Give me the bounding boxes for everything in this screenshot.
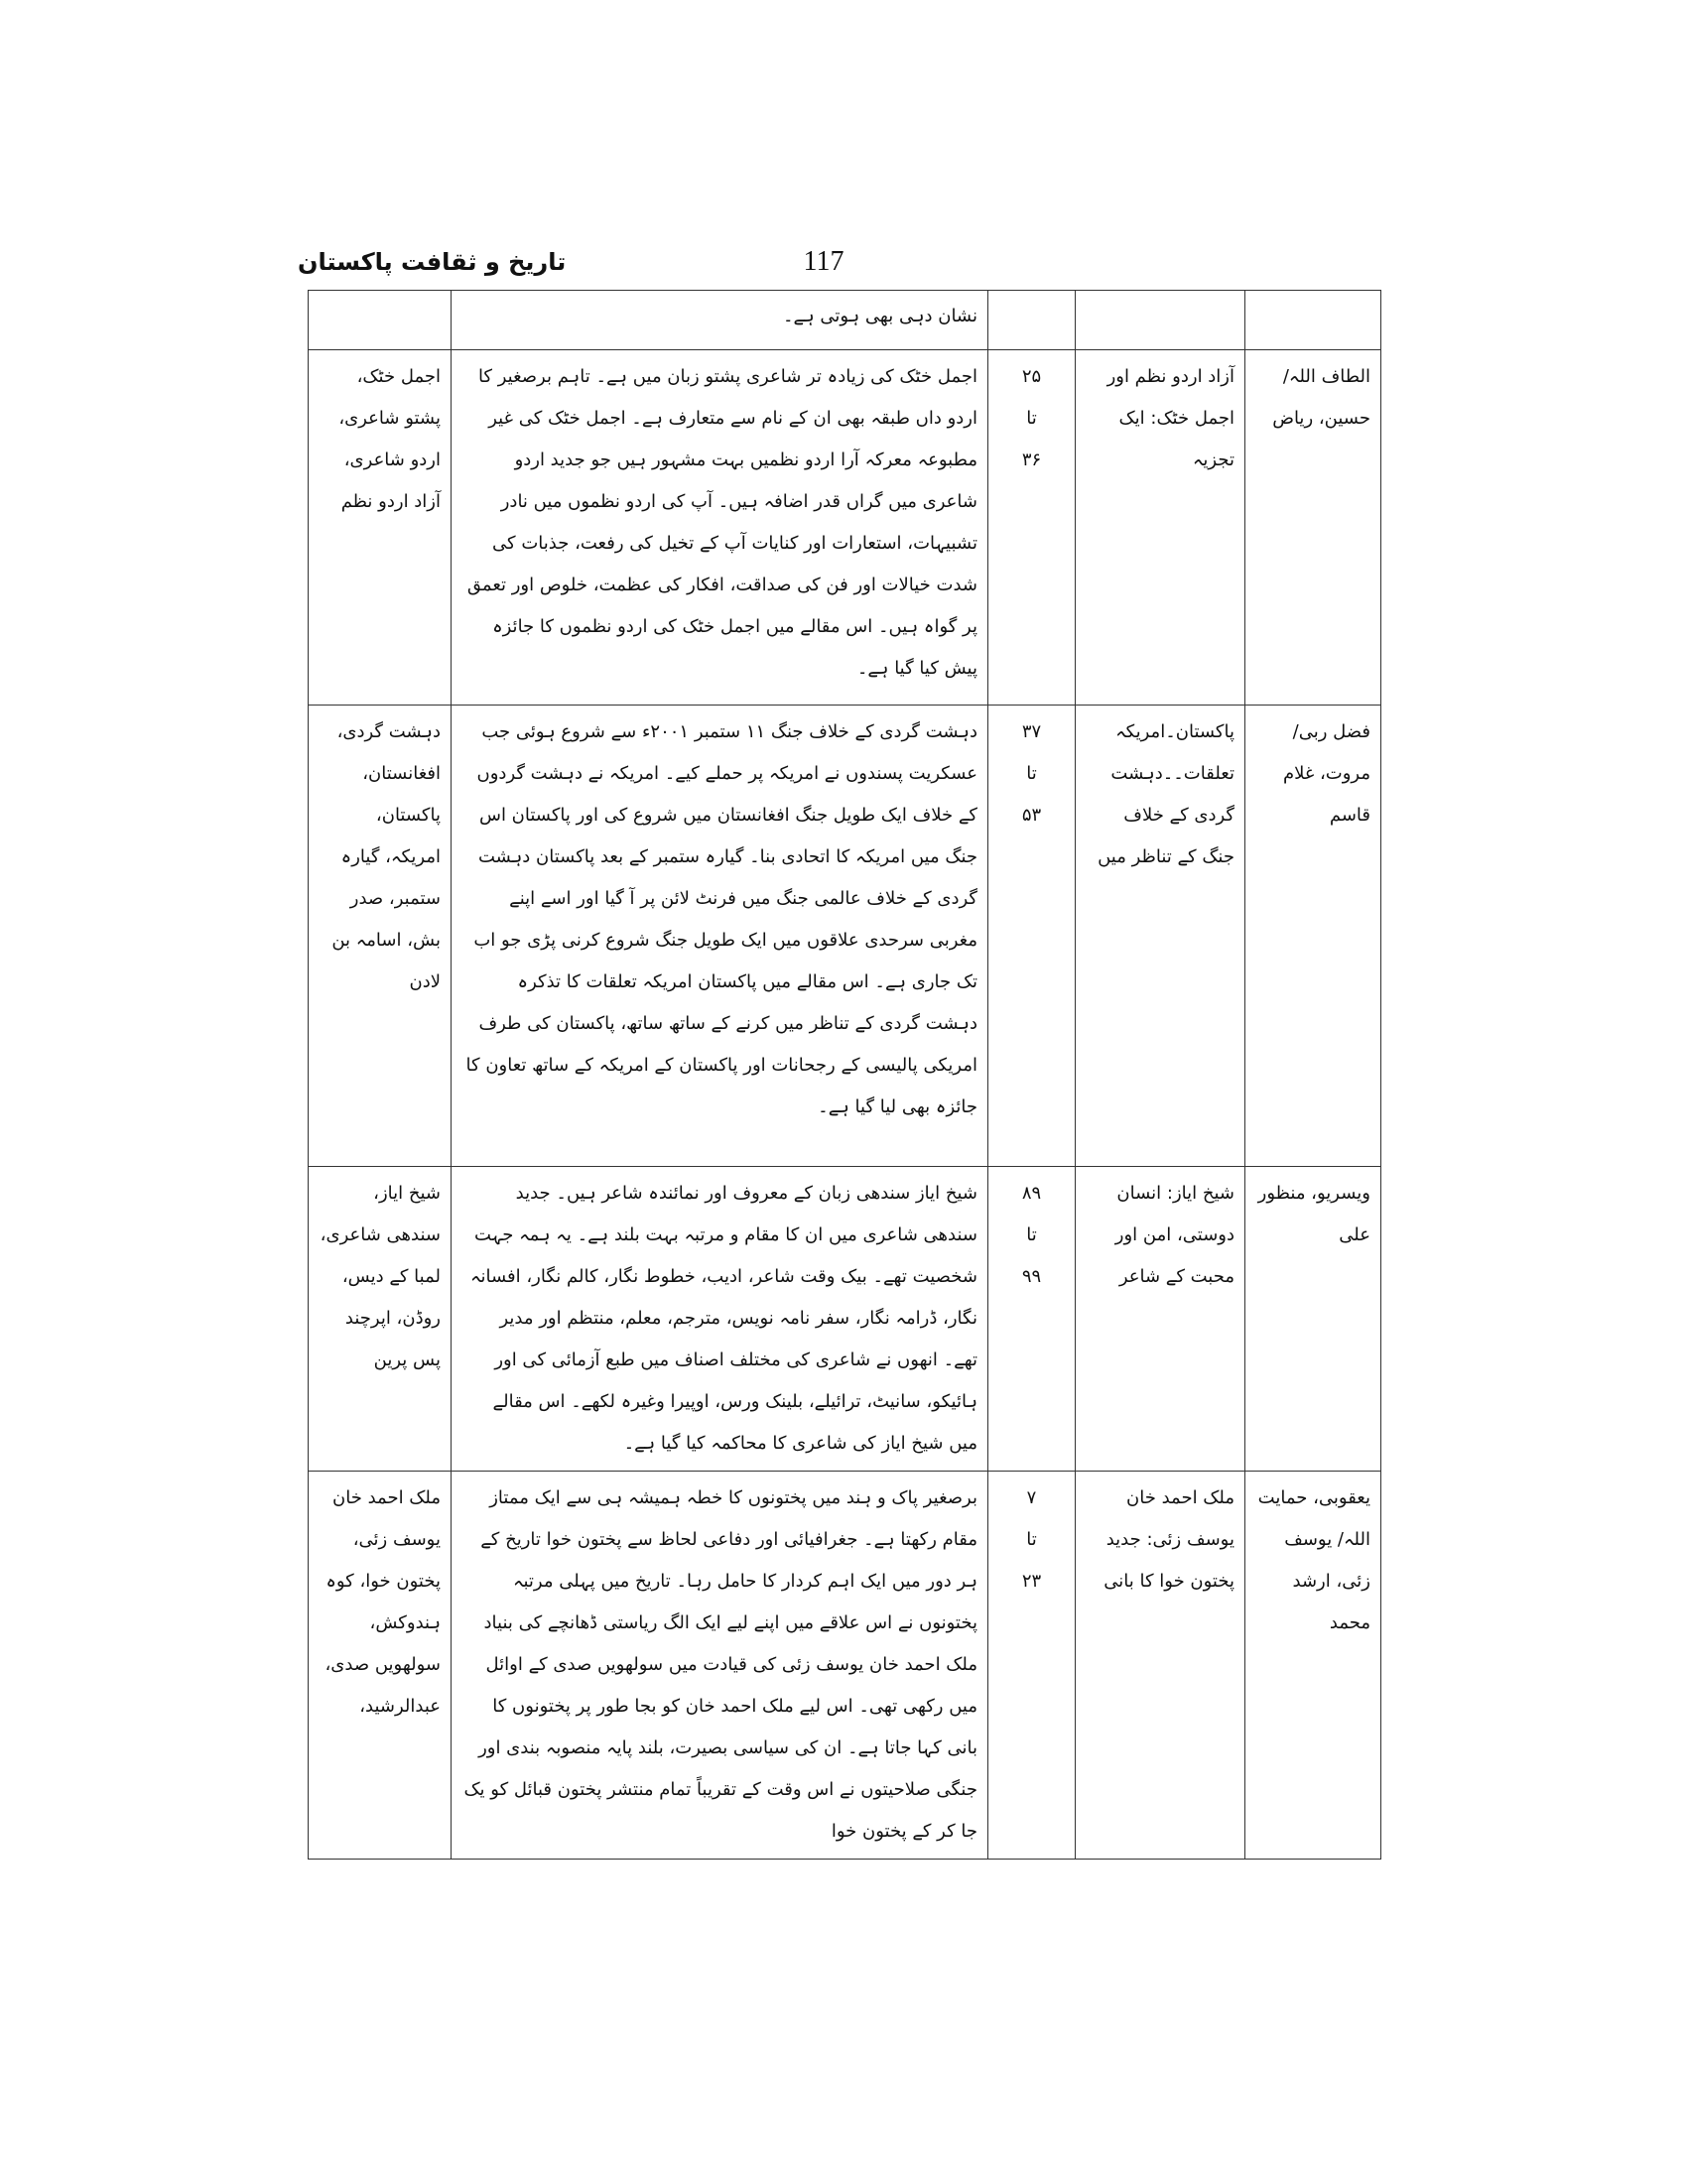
title-cell: ملک احمد خان یوسف زئی: جدید پختون خوا کا بانی bbox=[1076, 1472, 1245, 1860]
page-to: تا bbox=[1026, 1224, 1037, 1245]
abstract-cell: شیخ ایاز سندھی زبان کے معروف اور نمائندہ شاعر ہیں۔ جدید سندھی شاعری میں ان کا مقام و مرتبہ بہت بلند ہے۔ یہ ہمہ جہت شخصیت تھے۔ بیک وقت شاعر، ادیب، خطوط نگار، کالم نگار، افسانہ نگار، ڈرامہ نگار، سفر نامہ نویس، مترجم، معلم، منتظم اور مدیر تھے۔ انھوں نے شاعری کی مختلف اصناف میں طبع آزمائی کی اور ہائیکو، سانیٹ، ترائیلے، بلینک ورس، اوپیرا وغیرہ لکھے۔ اس مقالے میں شیخ ایاز کی شاعری کا محاکمہ کیا گیا ہے۔ bbox=[452, 1167, 988, 1472]
page-end: ۲۳ bbox=[1021, 1571, 1042, 1592]
table-row bbox=[309, 1167, 1381, 1472]
author-cell: فضل ربی/ مروت، غلام قاسم bbox=[1245, 706, 1381, 1167]
abstract-cell: نشان دہی بھی ہوتی ہے۔ bbox=[452, 291, 988, 350]
page-end: ۵۳ bbox=[1021, 805, 1042, 826]
page-start: ۳۷ bbox=[1021, 721, 1042, 742]
abstract-cell: برصغیر پاک و ہند میں پختونوں کا خطہ ہمیشہ ہی سے ایک ممتاز مقام رکھتا ہے۔ جغرافیائی اور دفاعی لحاظ سے پختون خوا تاریخ کے ہر دور میں ایک اہم کردار کا حامل رہا۔ تاریخ میں پہلی مرتبہ پختونوں نے اس علاقے میں اپنے لیے ایک الگ ریاستی ڈھانچے کی بنیاد ملک احمد خان یوسف زئی کی قیادت میں سولھویں صدی کے اوائل میں رکھی تھی۔ اس لیے ملک احمد خان کو بجا طور پر پختونوں کا بانی کہا جاتا ہے۔ ان کی سیاسی بصیرت، بلند پایہ منصوبہ بندی اور جنگی صلاحیتوں نے اس وقت کے تقریباً تمام منتشر پختون قبائل کو یک جا کر کے پختون خوا bbox=[452, 1472, 988, 1860]
table-row bbox=[309, 291, 1381, 350]
page-number: 117 bbox=[803, 246, 844, 277]
page-to: تا bbox=[1026, 763, 1037, 784]
page-start: ۲۵ bbox=[1021, 366, 1042, 387]
keywords-cell: اجمل خٹک، پشتو شاعری، اردو شاعری، آزاد اردو نظم bbox=[309, 350, 452, 706]
abstract-cell: اجمل خٹک کی زیادہ تر شاعری پشتو زبان میں ہے۔ تاہم برصغیر کا اردو داں طبقہ بھی ان کے نام سے متعارف ہے۔ اجمل خٹک کی غیر مطبوعہ معرکہ آرا اردو نظمیں بہت مشہور ہیں جو جدید اردو شاعری میں گراں قدر اضافہ ہیں۔ آپ کی اردو نظموں میں نادر تشبیہات، استعارات اور کنایات آپ کے تخیل کی رفعت، جذبات کی شدت خیالات اور فن کی صداقت، افکار کی عظمت، خلوص اور تعمق پر گواہ ہیں۔ اس مقالے میں اجمل خٹک کی اردو نظموں کا جائزہ پیش کیا گیا ہے۔ bbox=[452, 350, 988, 706]
table-row bbox=[309, 1472, 1381, 1860]
page-start: ۷ bbox=[1026, 1487, 1037, 1508]
page-end: ۳۶ bbox=[1021, 450, 1042, 470]
title-cell: شیخ ایاز: انسان دوستی، امن اور محبت کے شاعر bbox=[1076, 1167, 1245, 1472]
table-row bbox=[309, 706, 1381, 1167]
article-index-table bbox=[308, 290, 1381, 1860]
pages-cell bbox=[988, 706, 1076, 1167]
page-start: ۸۹ bbox=[1021, 1183, 1042, 1204]
keywords-cell: شیخ ایاز، سندھی شاعری، لمبا کے دیس، روڈن، اپرچند پس پرین bbox=[309, 1167, 452, 1472]
pages-cell bbox=[988, 291, 1076, 350]
author-cell: یعقوبی، حمایت اللہ/ یوسف زئی، ارشد محمد bbox=[1245, 1472, 1381, 1860]
pages-cell bbox=[988, 350, 1076, 706]
keywords-cell: دہشت گردی، افغانستان، پاکستان، امریکہ، گیارہ ستمبر، صدر بش، اسامہ بن لادن bbox=[309, 706, 452, 1167]
keywords-cell: ملک احمد خان یوسف زئی، پختون خوا، کوہ ہندوکش، سولھویں صدی، عبدالرشید، bbox=[309, 1472, 452, 1860]
pages-cell bbox=[988, 1472, 1076, 1860]
title-cell: آزاد اردو نظم اور اجمل خٹک: ایک تجزیہ bbox=[1076, 350, 1245, 706]
journal-title: تاریخ و ثقافت پاکستان bbox=[298, 248, 567, 276]
keywords-cell bbox=[309, 291, 452, 350]
pages-cell bbox=[988, 1167, 1076, 1472]
author-cell bbox=[1245, 291, 1381, 350]
title-cell: پاکستان۔امریکہ تعلقات۔۔دہشت گردی کے خلاف جنگ کے تناظر میں bbox=[1076, 706, 1245, 1167]
title-cell bbox=[1076, 291, 1245, 350]
table-row bbox=[309, 350, 1381, 706]
page-to: تا bbox=[1026, 1529, 1037, 1550]
author-cell: ویسریو، منظور علی bbox=[1245, 1167, 1381, 1472]
page-to: تا bbox=[1026, 408, 1037, 429]
author-cell: الطاف اللہ/ حسین، ریاض bbox=[1245, 350, 1381, 706]
abstract-cell: دہشت گردی کے خلاف جنگ ۱۱ ستمبر ۲۰۰۱ء سے شروع ہوئی جب عسکریت پسندوں نے امریکہ پر حملے کیے۔ امریکہ نے دہشت گردوں کے خلاف ایک طویل جنگ افغانستان میں شروع کی اور پاکستان اس جنگ میں امریکہ کا اتحادی بنا۔ گیارہ ستمبر کے بعد پاکستان دہشت گردی کے خلاف عالمی جنگ میں فرنٹ لائن پر آ گیا اور اسے اپنے مغربی سرحدی علاقوں میں ایک طویل جنگ شروع کرنی پڑی جو اب تک جاری ہے۔ اس مقالے میں پاکستان امریکہ تعلقات کا تذکرہ دہشت گردی کے تناظر میں کرنے کے ساتھ ساتھ، پاکستان کی طرف امریکی پالیسی کے رجحانات اور پاکستان کے امریکہ کے ساتھ تعاون کا جائزہ بھی لیا گیا ہے۔ bbox=[452, 706, 988, 1167]
page-end: ۹۹ bbox=[1021, 1266, 1042, 1287]
